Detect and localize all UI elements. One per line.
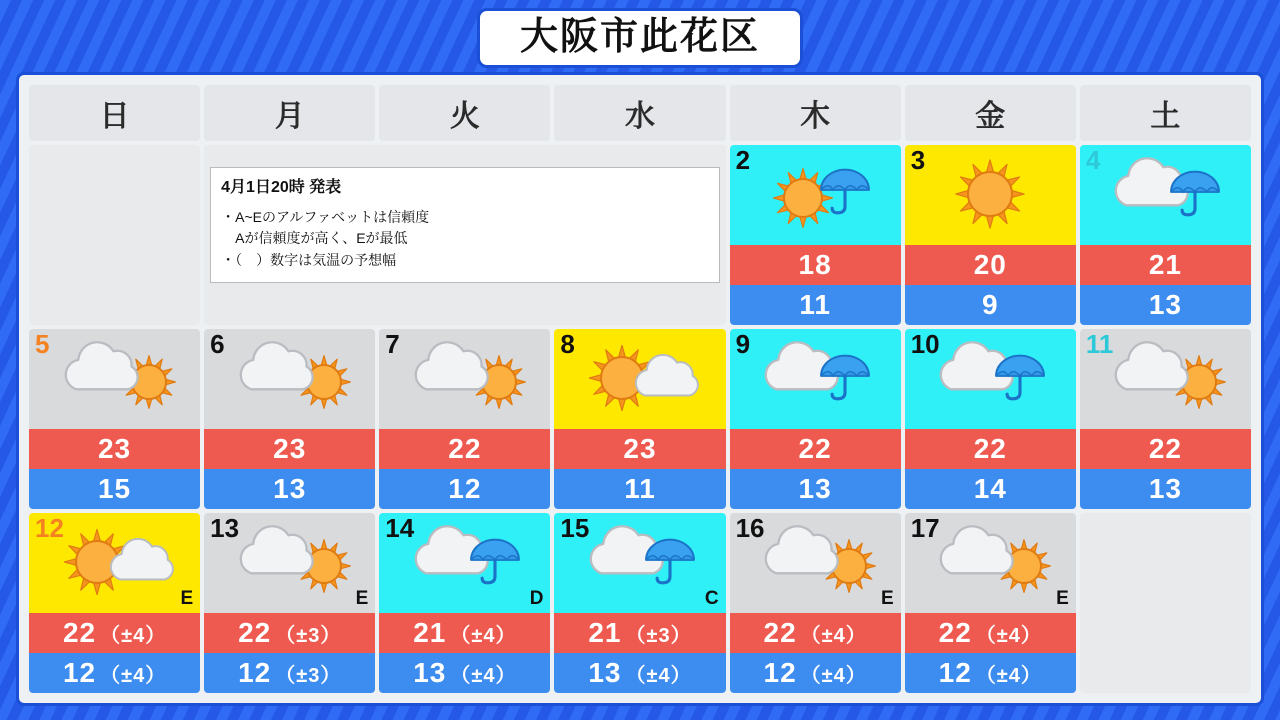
low-temp-value: 12 [448,473,482,504]
high-temp [204,429,375,469]
weather-icon-sun [920,152,1060,238]
calendar-empty-cell [29,145,200,325]
weekday-header-sun: 日 [29,85,200,141]
high-temp-range: （±3） [625,624,692,647]
day-cell-12[interactable] [29,513,200,693]
day-number: 2 [735,145,751,175]
low-temp [29,653,200,693]
weather-icon-cloud-sun [1095,336,1235,422]
weather-icon-cloud-sun [220,520,360,606]
high-temp [204,613,375,653]
low-temp-value: 12 [763,657,797,688]
low-temp [730,653,901,693]
day-number: 6 [210,329,225,359]
low-temp-range: （±4） [975,664,1042,687]
high-temp [1080,245,1251,285]
high-temp-value: 23 [97,433,132,464]
reliability-badge: E [355,588,369,609]
high-temp [905,613,1076,653]
day-cell-3[interactable] [905,145,1076,325]
forecast-note [210,167,719,283]
weather-icon-area [905,513,1076,613]
high-temp-value: 22 [938,617,972,648]
weather-icon-cloud-sun [920,520,1060,606]
note-line-1: ・A~Eのアルファベットは信頼度 [221,208,430,225]
low-temp [379,653,550,693]
high-temp-value: 21 [413,617,447,648]
low-temp-value: 11 [624,473,656,504]
weekday-header-tue: 火 [379,85,550,141]
high-temp-value: 23 [273,433,307,464]
weather-icon-area [554,513,725,613]
low-temp [379,469,550,509]
high-temp-value: 22 [1148,433,1182,464]
reliability-badge: E [881,588,894,609]
forecast-note-cell [204,145,725,325]
weather-calendar-table [25,81,1255,697]
high-temp-value: 21 [1148,249,1182,280]
weather-icon-area [379,513,550,613]
calendar-panel [16,72,1264,706]
high-temp [554,613,725,653]
weather-icon-cloud-rain [745,336,885,422]
weather-icon-cloud-rain [570,520,710,606]
weather-icon-area [1080,145,1251,245]
weather-icon-area [730,329,901,429]
weather-icon-sun-rain [745,152,885,238]
calendar-week-row [29,329,1251,509]
day-number: 11 [1085,329,1114,359]
weekday-header-fri: 金 [905,85,1076,141]
reliability-badge: E [1056,588,1069,609]
day-number: 15 [560,513,590,543]
low-temp-value: 13 [798,473,832,504]
low-temp [905,653,1076,693]
low-temp [1080,285,1251,325]
low-temp-value: 12 [938,657,972,688]
high-temp-range: （±4） [450,624,517,647]
weekday-header-thu: 木 [730,85,901,141]
low-temp-range: （±4） [625,664,692,687]
day-cell-4[interactable] [1080,145,1251,325]
low-temp-value: 13 [273,473,307,504]
low-temp-range: （±3） [275,664,342,687]
high-temp-value: 22 [448,433,482,464]
day-cell-6[interactable] [204,329,375,509]
weekday-header-row [29,85,1251,141]
calendar-week-row [29,145,1251,325]
high-temp [29,613,200,653]
weather-icon-area [204,513,375,613]
high-temp-value: 23 [623,433,657,464]
calendar-empty-cell [1080,513,1251,693]
day-number: 16 [735,513,765,543]
low-temp-value: 12 [238,657,272,688]
high-temp [379,429,550,469]
page-title: 大阪市此花区 [477,8,803,68]
weekday-header-wed: 水 [554,85,725,141]
low-temp [204,653,375,693]
high-temp [905,429,1076,469]
day-number: 12 [35,513,64,543]
weather-icon-area [29,329,200,429]
day-number: 8 [560,329,575,359]
weather-icon-area [379,329,550,429]
high-temp [905,245,1076,285]
low-temp-value: 13 [1148,473,1182,504]
day-cell-14[interactable] [379,513,550,693]
note-heading: 4月1日20時 発表 [221,179,342,196]
day-cell-5[interactable] [29,329,200,509]
high-temp [554,429,725,469]
day-cell-15[interactable] [554,513,725,693]
high-temp-value: 22 [238,617,272,648]
weather-icon-cloud-rain [395,520,535,606]
day-cell-7[interactable] [379,329,550,509]
day-cell-17[interactable] [905,513,1076,693]
day-number: 13 [210,513,240,543]
weather-icon-cloud-sun [745,520,885,606]
weather-icon-sun-cloud [570,336,710,422]
high-temp-value: 21 [588,617,622,648]
day-number: 4 [1085,145,1101,175]
low-temp [204,469,375,509]
low-temp [730,285,901,325]
day-cell-16[interactable] [730,513,901,693]
low-temp [1080,469,1251,509]
reliability-badge: E [180,588,194,609]
low-temp-range: （±4） [450,664,517,687]
low-temp-value: 9 [981,289,999,320]
low-temp [905,469,1076,509]
weather-icon-cloud-sun [395,336,535,422]
high-temp-value: 22 [763,617,797,648]
day-number: 3 [910,145,926,175]
note-line-3: ・（ ）数字は気温の予想幅 [221,252,397,269]
low-temp-value: 13 [588,657,622,688]
low-temp [730,469,901,509]
high-temp [730,613,901,653]
high-temp [730,429,901,469]
day-cell-2[interactable] [730,145,901,325]
day-number: 7 [385,329,400,359]
high-temp-value: 22 [798,433,832,464]
title-container [0,8,1280,68]
weather-icon-cloud-sun [220,336,360,422]
weather-icon-area [554,329,725,429]
day-number: 9 [735,329,751,359]
high-temp-value: 22 [973,433,1007,464]
day-number: 14 [385,513,415,543]
weather-icon-area [730,513,901,613]
high-temp-value: 22 [62,617,97,648]
low-temp [29,469,200,509]
reliability-badge: D [529,588,544,609]
weather-icon-area [905,145,1076,245]
low-temp-value: 13 [1148,289,1182,320]
weather-icon-area [29,513,200,613]
day-cell-13[interactable] [204,513,375,693]
weather-icon-cloud-rain [920,336,1060,422]
high-temp [730,245,901,285]
high-temp [29,429,200,469]
low-temp-range: （±4） [800,664,867,687]
low-temp-value: 14 [973,473,1007,504]
weather-icon-area [204,329,375,429]
high-temp-value: 18 [798,249,832,280]
weather-icon-area [1080,329,1251,429]
weather-icon-area [905,329,1076,429]
day-cell-8[interactable] [554,329,725,509]
weather-icon-sun-cloud [45,520,185,606]
weekday-header-mon: 月 [204,85,375,141]
high-temp [379,613,550,653]
day-cell-10[interactable] [905,329,1076,509]
reliability-badge: C [704,588,719,609]
low-temp-value: 13 [413,657,447,688]
weekday-header-sat: 土 [1080,85,1251,141]
high-temp-range: （±4） [100,624,167,647]
day-number: 5 [35,329,50,359]
note-line-2: Aが信頼度が高く、Eが最低 [235,230,408,247]
day-cell-11[interactable] [1080,329,1251,509]
low-temp [905,285,1076,325]
weather-icon-area [730,145,901,245]
day-number: 17 [910,513,940,543]
low-temp-range: （±4） [100,664,167,687]
low-temp [554,469,725,509]
low-temp-value: 12 [62,657,97,688]
low-temp-value: 15 [97,473,132,504]
calendar-week-row [29,513,1251,693]
low-temp [554,653,725,693]
weather-icon-cloud-sun [45,336,185,422]
low-temp-value: 11 [799,289,831,320]
day-number: 10 [910,329,940,359]
high-temp [1080,429,1251,469]
high-temp-range: （±4） [800,624,867,647]
day-cell-9[interactable] [730,329,901,509]
high-temp-range: （±3） [275,624,342,647]
high-temp-value: 20 [973,249,1007,280]
weather-icon-cloud-rain [1095,152,1235,238]
high-temp-range: （±4） [975,624,1042,647]
